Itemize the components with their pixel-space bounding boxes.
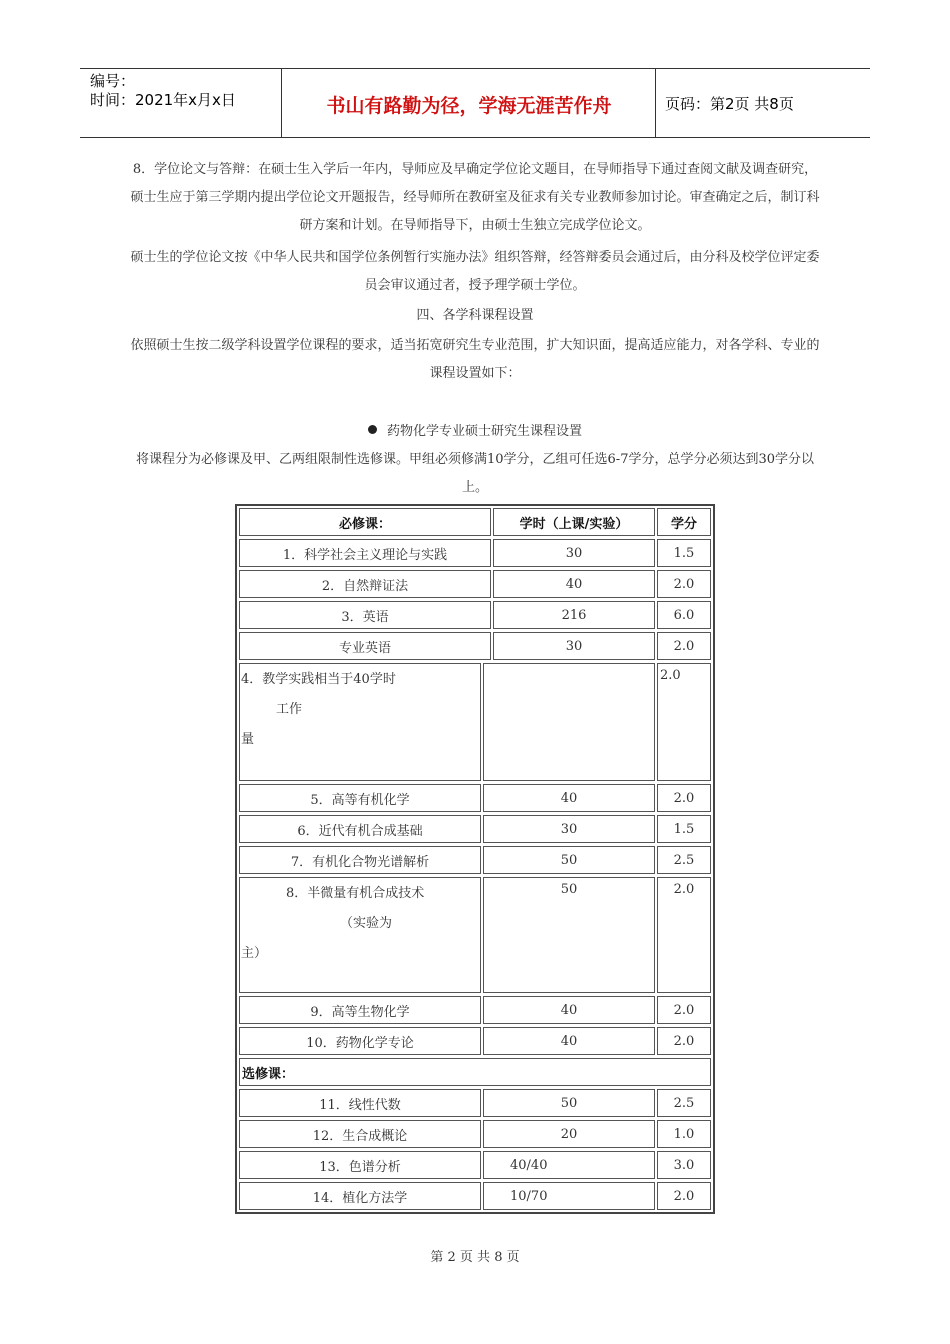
- table-cell-course: 11．线性代数: [239, 1089, 481, 1117]
- table-cell-course: [239, 663, 481, 781]
- table-cell-course: 6．近代有机合成基础: [239, 815, 481, 843]
- bullet-icon: [368, 425, 377, 434]
- paragraph-defense: 硕士生的学位论文按《中华人民共和国学位条例暂行实施办法》组织答辩，经答辩委员会通过后，由分科及校学位评定委员会审议通过者，授予理学硕士学位。: [130, 250, 820, 293]
- course-line: 主）: [241, 946, 268, 961]
- table-cell-course: [239, 877, 481, 993]
- table-cell-hours: 40: [483, 996, 655, 1024]
- course-title: [130, 418, 820, 446]
- time-label: 时间：2021年x月x日: [90, 91, 236, 109]
- table-cell-course: 专业英语: [239, 632, 491, 660]
- course-line: 8．半微量有机合成技术: [286, 886, 425, 901]
- table-header-course: 必修课：: [239, 508, 491, 536]
- table-cell-course: 7．有机化合物光谱解析: [239, 846, 481, 874]
- course-line: （实验为: [340, 916, 393, 931]
- table-cell-course: 14．植化方法学: [239, 1182, 481, 1210]
- section-title: 四、各学科课程设置: [416, 308, 534, 323]
- paragraph-thesis: 8．学位论文与答辩：在硕士生入学后一年内，导师应及早确定学位论文题目，在导师指导下通过查阅文献及调查研究，硕士生应于第三学期内提出学位论文开题报告，经导师所在教研室及征求有关专业教师参加讨论。审查确定之后，制订科研方案和计划。在导师指导下，由硕士生独立完成学位论文。: [130, 162, 820, 233]
- table-cell-hours: 40: [493, 570, 655, 598]
- table-cell-hours: 216: [493, 601, 655, 629]
- table-cell-credit: 2.5: [657, 846, 711, 874]
- page-header: [80, 68, 870, 138]
- table-cell-course: 1．科学社会主义理论与实践: [239, 539, 491, 567]
- table-cell-credit: 2.0: [657, 632, 711, 660]
- table-cell-hours: 30: [493, 539, 655, 567]
- header-meta: [90, 72, 236, 110]
- table-cell-credit: 2.0: [657, 996, 711, 1024]
- header-divider: [281, 69, 282, 137]
- table-cell-credit: 2.0: [657, 570, 711, 598]
- table-cell-course: 2．自然辩证法: [239, 570, 491, 598]
- table-cell-credit: 1.5: [657, 539, 711, 567]
- table-cell-hours: 50: [483, 846, 655, 874]
- table-cell-hours: 40: [483, 1027, 655, 1055]
- table-cell-credit: 2.5: [657, 1089, 711, 1117]
- table-cell-credit: 6.0: [657, 601, 711, 629]
- table-cell-hours: 40: [483, 784, 655, 812]
- table-cell-credit: 2.0: [657, 1182, 711, 1210]
- number-label: 编号：: [90, 72, 136, 90]
- table-cell-course: 10．药物化学专论: [239, 1027, 481, 1055]
- table-cell-hours: 30: [483, 815, 655, 843]
- table-cell-credit: 2.0: [657, 663, 711, 781]
- course-table: [235, 504, 715, 1214]
- header-page-info: 页码：第2页 共8页: [665, 95, 794, 113]
- paragraph-credits: 将课程分为必修课及甲、乙两组限制性选修课。甲组必须修满10学分，乙组可任选6-7学分，总学分必须达到30学分以上。: [135, 452, 815, 495]
- elective-header: 选修课：: [239, 1058, 711, 1086]
- table-cell-credit: 1.5: [657, 815, 711, 843]
- header-divider: [655, 69, 656, 137]
- table-cell-course: 3．英语: [239, 601, 491, 629]
- table-cell-hours: 10/70: [483, 1182, 655, 1210]
- table-cell-course: 13．色谱分析: [239, 1151, 481, 1179]
- table-cell-course: 12．生合成概论: [239, 1120, 481, 1148]
- table-cell-hours: [483, 663, 655, 781]
- course-line: 工作: [276, 702, 303, 717]
- table-cell-credit: 1.0: [657, 1120, 711, 1148]
- table-cell-credit: 2.0: [657, 784, 711, 812]
- course-title-text: 药物化学专业硕士研究生课程设置: [386, 424, 582, 439]
- table-cell-course: 9．高等生物化学: [239, 996, 481, 1024]
- header-motto: 书山有路勤为径，学海无涯苦作舟: [326, 95, 612, 117]
- page-footer: 第 2 页 共 8 页: [430, 1250, 520, 1265]
- course-line: 量: [241, 732, 255, 747]
- table-cell-hours: 50: [483, 877, 655, 993]
- table-cell-credit: 2.0: [657, 1027, 711, 1055]
- course-line: 4．教学实践相当于40学时: [241, 672, 396, 687]
- paragraph-curriculum: 依照硕士生按二级学科设置学位课程的要求，适当拓宽研究生专业范围，扩大知识面，提高适应能力，对各学科、专业的课程设置如下：: [130, 338, 820, 381]
- table-cell-hours: 50: [483, 1089, 655, 1117]
- table-header-hours: 学时（上课/实验）: [493, 508, 655, 536]
- table-cell-hours: 20: [483, 1120, 655, 1148]
- table-cell-course: 5．高等有机化学: [239, 784, 481, 812]
- table-cell-hours: 40/40: [483, 1151, 655, 1179]
- table-cell-credit: 3.0: [657, 1151, 711, 1179]
- table-cell-hours: 30: [493, 632, 655, 660]
- table-header-credit: 学分: [657, 508, 711, 536]
- table-cell-credit: 2.0: [657, 877, 711, 993]
